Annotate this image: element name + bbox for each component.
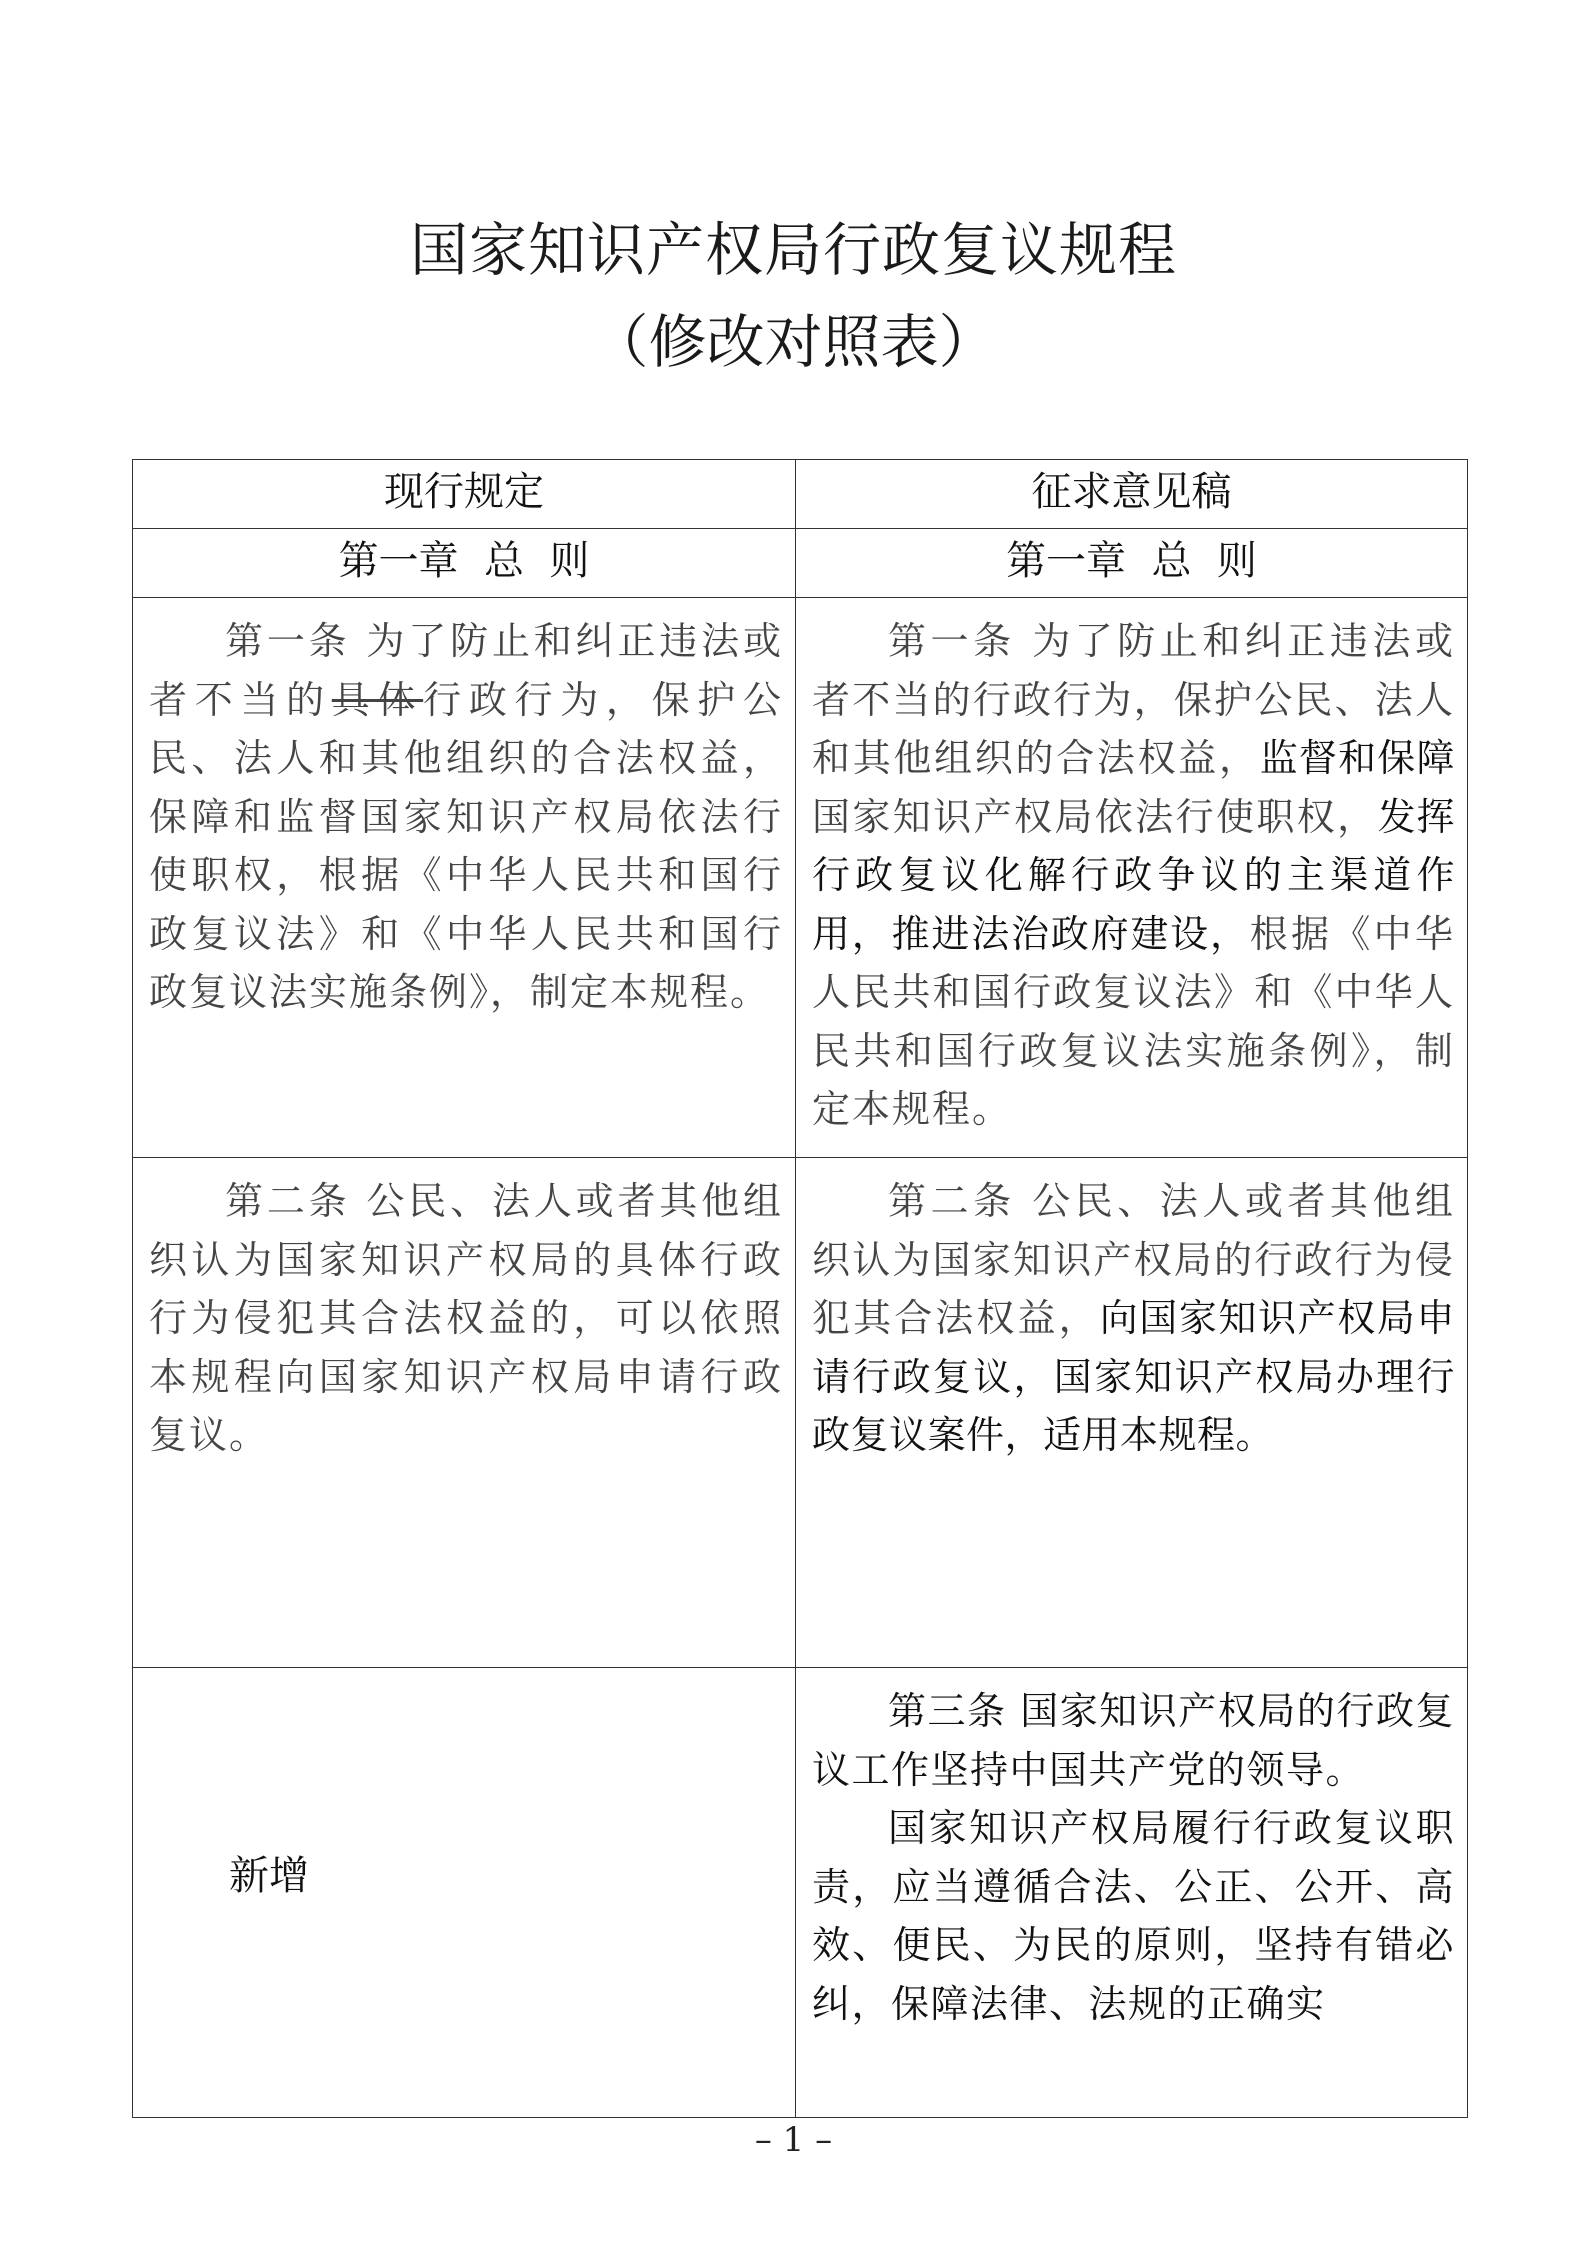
deleted-text: 具体 [331,677,424,722]
article-1-current-text [149,612,783,1022]
article-2-row [133,1158,1468,1668]
article-2-draft [796,1158,1468,1668]
article-1-draft [796,598,1468,1158]
comparison-table [132,459,1468,2118]
article-1-current-part1: 第一条 为了防止和纠正违法或者不当的 [149,619,783,722]
article-3-draft [796,1668,1468,2118]
header-draft: 征求意见稿 [796,460,1468,529]
chapter-row [133,529,1468,598]
article-1-current-part2: 行政行为，保护公民、法人和其他组织的合法权益，保障和监督国家知识产权局依法行使职权，根据《中华人民共和国行政复议法》和《中华人民共和国行政复议法实施条例》，制定本规程。 [149,677,783,1014]
header-row [133,460,1468,529]
chapter-right: 第一章 总 则 [796,529,1468,598]
header-current-rules: 现行规定 [133,460,796,529]
article-1-draft-text [812,612,1455,1139]
chapter-left: 第一章 总 则 [133,529,796,598]
added-text: 发挥行政复议化解行政争议的主渠道作用，推进法治政府建设， [812,794,1455,956]
article-1-current [133,598,796,1158]
article-2-current-text: 第二条 公民、法人或者其他组织认为国家知识产权局的具体行政行为侵犯其合法权益的，可以依照本规程向国家知识产权局申请行政复议。 [149,1179,783,1457]
document-title: 国家知识产权局行政复议规程 [409,216,1177,284]
article-2-draft-text [812,1172,1455,1465]
page-number: – 1 – [754,2120,833,2160]
added-text: 监督和保障 [1259,736,1455,780]
article-3-draft-p2: 国家知识产权局履行行政复议职责，应当遵循合法、公正、公开、高效、便民、为民的原则，坚持有错必纠，保障法律、法规的正确实 [812,1806,1455,2026]
article-2-current [133,1158,796,1668]
article-3-row [133,1668,1468,2118]
article-1-row [133,598,1468,1158]
new-label: 新增 [229,1853,309,1899]
article-1-draft-part-a: 第一条 为了防止和纠正违法或者不当的行政行为，保护公民、法人和其他组织的合法权益， [812,619,1455,780]
article-1-draft-part-e: 根据《中华人民共和国行政复议法》和《中华人民共和国行政复议法实施条例》，制定本规程。 [812,911,1455,1131]
article-2-draft-part-a: 第二条 公民、法人或者其他组织认为国家知识产权局的行政行为侵犯其合法权益， [812,1179,1455,1340]
article-3-draft-p1: 第三条 国家知识产权局的行政复议工作坚持中国共产党的领导。 [812,1689,1455,1792]
article-3-current [133,1668,796,2118]
title-block [0,205,1587,387]
article-1-draft-part-c: 国家知识产权局依法行使职权， [812,794,1378,839]
added-text: 向国家知识产权局申请行政复议，国家知识产权局办理行政复议案件，适用本规程。 [812,1296,1455,1457]
document-subtitle: （修改对照表） [590,308,997,376]
